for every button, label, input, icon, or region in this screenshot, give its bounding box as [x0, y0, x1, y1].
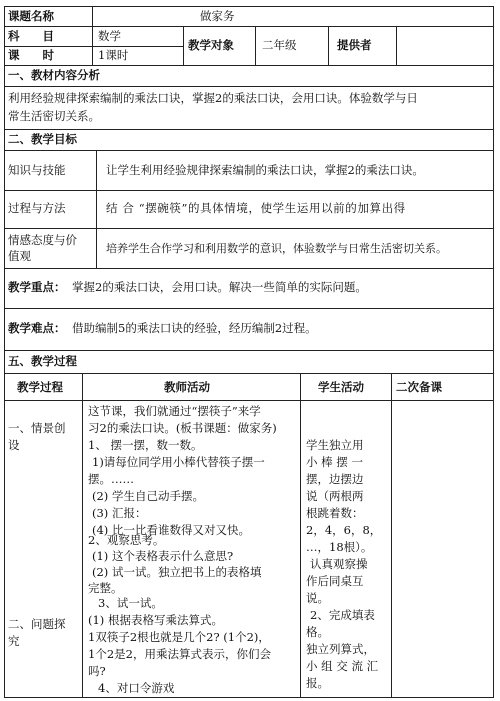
section1-body: 利用经验规律探索编制的乘法口诀，掌握2的乘法口诀，会用口诀。体验数学与日 — [8, 91, 418, 105]
student-activity-line: 独立列算式， — [306, 642, 375, 656]
title-value: 做家务 — [200, 9, 235, 23]
rule — [255, 26, 256, 65]
column-header: 教师活动 — [164, 380, 210, 394]
teacher-activity-line: 4、对口令游戏 — [98, 681, 175, 695]
rule — [4, 228, 494, 229]
audience-value: 二年级 — [262, 38, 297, 52]
teacher-activity-line: 1双筷子2根也就是几个2? (1个2)， — [88, 630, 270, 644]
objective-label: 情感态度与价 — [8, 233, 77, 247]
rule — [82, 373, 83, 697]
rule — [4, 190, 494, 191]
rule — [4, 6, 5, 697]
stage-label: 一、情景创 — [8, 421, 66, 435]
student-activity-line: 小 组 交 流 汇 — [306, 659, 379, 673]
teacher-activity-line: (1) 这个表格表示什么意思? — [92, 549, 234, 563]
rule — [4, 400, 494, 401]
objective-label: 知识与技能 — [8, 163, 66, 177]
teacher-activity-line: 习2的乘法口诀。(板书课题：做家务) — [88, 421, 277, 435]
section1-heading: 一、教材内容分析 — [8, 68, 100, 82]
column-header: 学生活动 — [318, 380, 364, 394]
teacher-activity-line: 3、试一试。 — [98, 596, 163, 610]
audience-label: 教学对象 — [188, 38, 234, 52]
difficulties-value: 借助编制5的乘法口诀的经验，经历编制2过程。 — [72, 321, 317, 335]
student-activity-line: 摆，边摆边 — [306, 472, 364, 486]
student-activity-line: 说。 — [306, 591, 329, 605]
rule — [4, 268, 494, 269]
rule — [96, 150, 97, 268]
teacher-activity-line: 1个2是2，用乘法算式表示，你们会 — [88, 647, 271, 661]
teacher-activity-line: 摆。…… — [88, 472, 134, 486]
student-activity-line: …，18根）。 — [306, 540, 373, 554]
student-activity-line: 认真观察操 — [310, 557, 368, 571]
title-label: 课题名称 — [8, 9, 54, 23]
stage-label: 二、问题探 — [8, 617, 66, 631]
column-header: 教学过程 — [17, 380, 63, 394]
rule — [493, 6, 494, 697]
rule — [4, 129, 494, 130]
student-activity-line: 小 棒 摆 一 — [306, 455, 363, 469]
teacher-activity-line: (3) 汇报： — [92, 506, 147, 520]
rule — [4, 46, 184, 47]
period-label: 课 时 — [8, 48, 54, 62]
rule — [4, 26, 494, 27]
rule — [4, 86, 494, 87]
column-header: 二次备课 — [396, 380, 442, 394]
teacher-activity-line: (2) 学生自己动手摆。 — [92, 489, 204, 503]
stage-label: 究 — [8, 634, 20, 648]
teacher-activity-line: (2) 试一试。独立把书上的表格填 — [92, 565, 262, 579]
provider-label: 提供者 — [337, 38, 372, 52]
difficulties-label: 教学难点： — [8, 321, 66, 335]
student-activity-line: 根跳着数： — [306, 506, 364, 520]
student-activity-line: 2、完成填表 — [310, 608, 375, 622]
student-activity-line: 格。 — [306, 625, 329, 639]
rule — [396, 26, 397, 65]
student-activity-line: 报。 — [306, 676, 329, 690]
objective-value: 结 合 “摆碗筷”的具体情境，使学生运用以前的加算出得 — [106, 201, 406, 215]
objective-label: 值观 — [8, 249, 31, 263]
section2-heading: 二、教学目标 — [8, 132, 77, 146]
teacher-activity-line: (1) 根据表格写乘法算式。 — [88, 613, 223, 627]
objective-value: 让学生利用经验规律探索编制的乘法口诀，掌握2的乘法口诀。 — [106, 163, 424, 177]
subject-label: 科 目 — [8, 29, 54, 43]
teacher-activity-line: (4) 比一比看谁数得又对又快。 — [92, 523, 250, 537]
stage-label: 设 — [8, 438, 20, 452]
rule — [4, 308, 494, 309]
period-value: 1课时 — [98, 48, 129, 62]
rule — [4, 150, 494, 151]
rule — [4, 697, 494, 698]
teacher-activity-line: 1)请每位同学用小棒代替筷子摆一 — [92, 455, 265, 469]
section1-body: 常生活密切关系。 — [8, 109, 100, 123]
key-points-value: 掌握2的乘法口诀，会用口诀。解决一些简单的实际问题。 — [72, 280, 367, 294]
teacher-activity-line: 吗? — [88, 664, 106, 678]
rule — [183, 26, 184, 65]
rule — [300, 373, 301, 697]
rule — [391, 373, 392, 697]
rule — [4, 350, 494, 351]
teacher-activity-line: 这节课，我们就通过“摆筷子”来学 — [88, 404, 261, 418]
rule — [328, 26, 329, 65]
rule — [4, 373, 494, 374]
rule — [4, 6, 494, 7]
section5-heading: 五、教学过程 — [8, 354, 77, 368]
rule — [4, 65, 494, 66]
objective-label: 过程与方法 — [8, 201, 66, 215]
teacher-activity-line: 2、观察思考。 — [88, 533, 165, 547]
key-points-label: 教学重点： — [8, 280, 66, 294]
subject-value: 数学 — [98, 29, 121, 43]
objective-value: 培养学生合作学习和利用数学的意识，体验数学与日常生活密切关系。 — [106, 242, 447, 255]
teacher-activity-line: 1、 摆一摆，数一数。 — [88, 438, 203, 452]
student-activity-line: 学生独立用 — [306, 438, 364, 452]
student-activity-line: 说（两根两 — [306, 489, 364, 503]
teacher-activity-line: 完整。 — [88, 581, 123, 595]
student-activity-line: 作后同桌互 — [306, 574, 364, 588]
student-activity-line: 2，4，6，8， — [306, 523, 382, 537]
rule — [92, 6, 93, 65]
